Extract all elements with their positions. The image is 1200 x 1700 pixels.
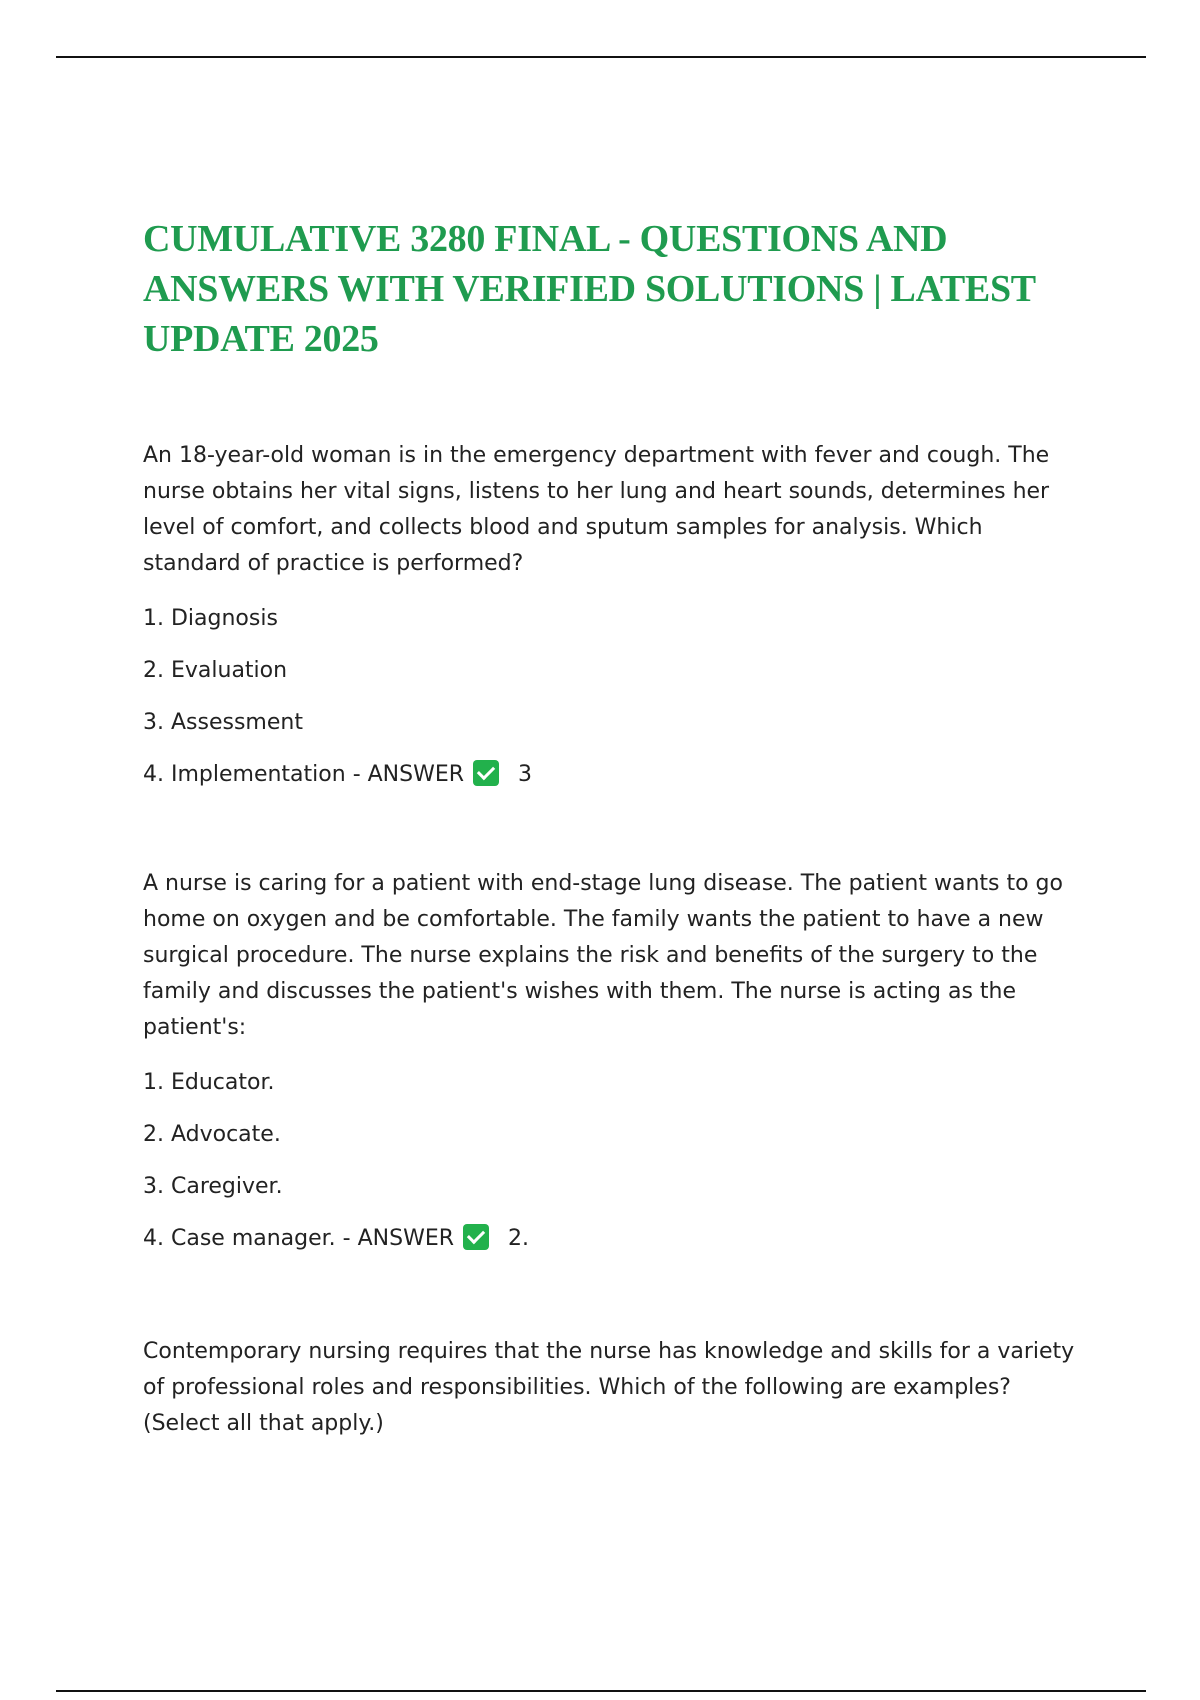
option-2: 2. Evaluation [143,658,288,683]
option-4-with-answer [143,760,1083,790]
option-4-label: 4. Case manager. [143,1226,336,1251]
option-3: 3. Assessment [143,710,303,735]
check-mark-icon [473,760,499,786]
option-4-with-answer [143,1224,1083,1254]
answer-value: 2. [508,1226,530,1251]
header-rule [56,56,1146,58]
check-mark-icon [463,1224,489,1250]
option-4-label: 4. Implementation [143,762,346,787]
option-1: 1. Educator. [143,1070,275,1095]
question-2 [143,866,1083,1254]
footer-rule [56,1690,1146,1692]
question-stem: Contemporary nursing requires that the nurse has knowledge and skills for a variety of professional roles and responsibilities. Which of the following are examples? (Select all that apply.) [143,1339,1075,1436]
document-body [143,214,1083,1442]
answer-label: - ANSWER [342,1226,455,1251]
question-3 [143,1334,1083,1442]
option-3: 3. Caregiver. [143,1174,283,1199]
option-2: 2. Advocate. [143,1122,281,1147]
question-stem: A nurse is caring for a patient with end-stage lung disease. The patient wants to go home on oxygen and be comfortable. The family wants the patient to have a new surgical procedure. The nurse explains the risk and benefits of the surgery to the family and discusses the patient's wishes with them. The nurse is acting as the patient's: [143,871,1063,1040]
answer-value: 3 [518,762,533,787]
option-1: 1. Diagnosis [143,606,278,631]
question-1 [143,438,1083,790]
answer-label: - ANSWER [352,762,465,787]
question-stem: An 18-year-old woman is in the emergency department with fever and cough. The nurse obtains her vital signs, listens to her lung and heart sounds, determines her level of comfort, and collects blood and sputum samples for analysis. Which standard of practice is performed? [143,443,1050,576]
document-title: CUMULATIVE 3280 FINAL - QUESTIONS AND ANSWERS WITH VERIFIED SOLUTIONS | LATEST UPDATE 2025 [143,218,1036,360]
